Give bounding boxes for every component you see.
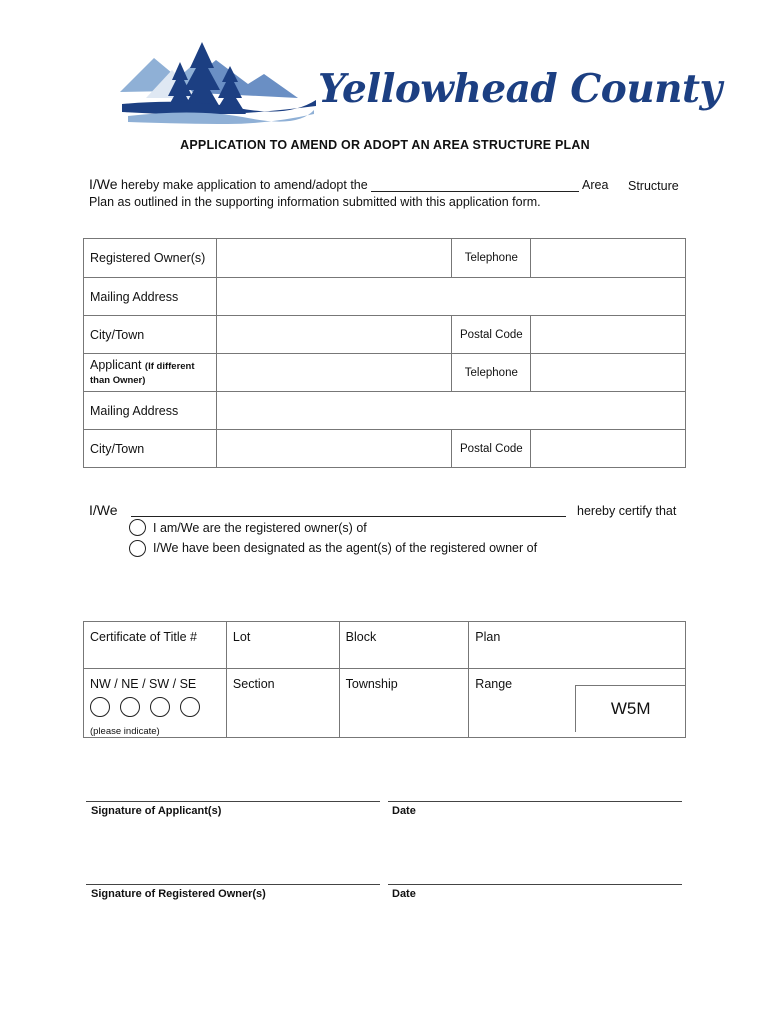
legal-description-table (83, 621, 686, 738)
owner-signature-label: Signature of Registered Owner(s) (91, 888, 266, 900)
plan-label: Plan (469, 622, 686, 669)
telephone-label-2: Telephone (452, 354, 531, 392)
city-town-label-2: City/Town (84, 430, 217, 468)
meridian-box (575, 685, 685, 732)
meridian-value: W5M (610, 699, 651, 718)
range-label: Range (475, 677, 513, 691)
postal-code-field[interactable] (531, 316, 686, 354)
applicant-date-line[interactable] (388, 801, 682, 802)
intro-lead: I/We (89, 176, 118, 192)
table-row (84, 354, 686, 392)
applicant-label: Applicant (90, 357, 142, 372)
mailing-address-label: Mailing Address (84, 278, 217, 316)
certify-tail: hereby certify that (577, 504, 677, 518)
range-cell (469, 669, 686, 738)
owner-date-label: Date (392, 888, 416, 900)
block-label: Block (339, 622, 469, 669)
registered-owner-field[interactable] (216, 239, 452, 278)
se-radio[interactable] (180, 697, 200, 717)
please-indicate-note: (please indicate) (90, 726, 160, 737)
table-row (84, 278, 686, 316)
asp-name-field[interactable] (371, 177, 579, 192)
nw-radio[interactable] (90, 697, 110, 717)
ne-radio[interactable] (120, 697, 140, 717)
intro-area: Area (582, 178, 609, 192)
certify-name-field[interactable] (131, 502, 566, 517)
table-row (84, 669, 686, 738)
section-label: Section (226, 669, 339, 738)
intro-line-1 (89, 176, 608, 192)
table-row (84, 239, 686, 278)
option-agent-label: I/We have been designated as the agent(s) of the registered owner of (153, 541, 538, 555)
lot-label: Lot (226, 622, 339, 669)
applicant-note: (If different (144, 360, 195, 372)
registered-owner-radio[interactable] (129, 519, 146, 536)
applicant-date-label: Date (392, 805, 416, 817)
applicant-signature-line[interactable] (86, 801, 380, 802)
city-town-label: City/Town (84, 316, 217, 354)
intro-structure: Structure (628, 179, 679, 193)
form-title: APPLICATION TO AMEND OR ADOPT AN AREA STRUCTURE PLAN (180, 138, 590, 152)
township-label: Township (339, 669, 469, 738)
table-row (84, 316, 686, 354)
quarters-label: NW / NE / SW / SE (90, 677, 197, 691)
brand-name: Yellowhead County (318, 66, 722, 112)
postal-code-label-2: Postal Code (452, 430, 531, 468)
postal-code-field-2[interactable] (531, 430, 686, 468)
mailing-address-label-2: Mailing Address (84, 392, 217, 430)
quarter-cell (84, 669, 227, 738)
registered-owner-label: Registered Owner(s) (84, 239, 217, 278)
quarter-radios (90, 697, 226, 720)
telephone-label: Telephone (452, 239, 531, 278)
intro-line-2: Plan as outlined in the supporting information submitted with this application form. (89, 195, 541, 209)
postal-code-label: Postal Code (452, 316, 531, 354)
table-row (84, 622, 686, 669)
sw-radio[interactable] (150, 697, 170, 717)
owner-signature-line[interactable] (86, 884, 380, 885)
agent-radio[interactable] (129, 540, 146, 557)
owner-date-line[interactable] (388, 884, 682, 885)
table-row (84, 430, 686, 468)
mailing-address-field[interactable] (216, 278, 685, 316)
city-town-field-2[interactable] (216, 430, 452, 468)
telephone-field[interactable] (531, 239, 686, 278)
table-row (84, 392, 686, 430)
certificate-of-title-label: Certificate of Title # (84, 622, 227, 669)
mailing-address-field-2[interactable] (216, 392, 685, 430)
certify-lead: I/We (89, 502, 118, 518)
option-owner-label: I am/We are the registered owner(s) of (153, 521, 367, 535)
applicant-signature-label: Signature of Applicant(s) (91, 805, 222, 817)
applicant-note-2: than Owner) (90, 374, 146, 386)
intro-text: hereby make application to amend/adopt the (121, 178, 368, 192)
applicant-field[interactable] (216, 354, 452, 392)
city-town-field[interactable] (216, 316, 452, 354)
owner-applicant-table (83, 238, 686, 468)
applicant-label-cell (84, 354, 217, 392)
telephone-field-2[interactable] (531, 354, 686, 392)
